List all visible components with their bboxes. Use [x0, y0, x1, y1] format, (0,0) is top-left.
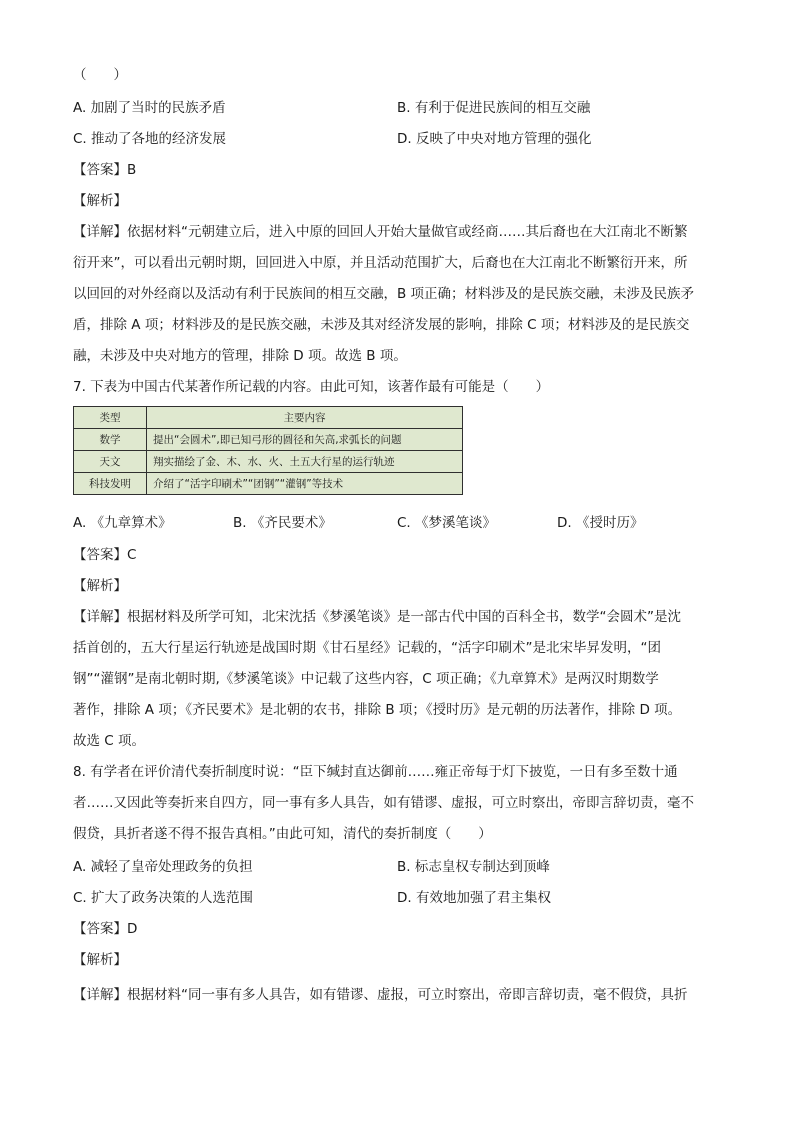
- q8-detail-line-1: [73, 985, 688, 1005]
- table-header-type: 类型: [74, 407, 147, 429]
- q7-detail-line-3: 钢”“灌钢”是南北朝时期,《梦溪笔谈》中记载了这些内容，C 项正确；《九章算术》是两汉时期数学: [73, 671, 659, 687]
- detail-label: 【详解】: [73, 224, 127, 240]
- q6-analysis-label: 【解析】: [73, 193, 127, 209]
- q6-option-a: A. 加剧了当时的民族矛盾: [73, 100, 226, 116]
- q6-detail-line-2: 衍开来”，可以看出元朝时期，回回进入中原，并且活动范围扩大，后裔也在大江南北不断繁衍开来，所: [73, 255, 688, 271]
- detail-label: 【详解】: [73, 609, 127, 625]
- q7-detail-line-1: [73, 607, 681, 627]
- table-cell-type: 科技发明: [74, 473, 147, 495]
- q8-stem-line-1: 8. 有学者在评价清代奏折制度时说：“臣下缄封直达御前……雍正帝每于灯下披览，一日有多至数十通: [73, 764, 678, 780]
- q6-detail-line-4: 盾，排除 A 项；材料涉及的是民族交融，未涉及其对经济发展的影响，排除 C 项；材料涉及的是民族交: [73, 317, 690, 333]
- q6-option-c: C. 推动了各地的经济发展: [73, 131, 227, 147]
- answer-value: D: [127, 921, 138, 937]
- q7-option-a: A. 《九章算术》: [73, 515, 172, 531]
- q7-detail-line-5: 故选 C 项。: [73, 733, 146, 749]
- detail-label: 【详解】: [73, 987, 127, 1003]
- q6-detail-line-3: 以回回的对外经商以及活动有利于民族间的相互交融，B 项正确；材料涉及的是民族交融，未涉及民族矛: [73, 286, 695, 302]
- answer-label: 【答案】: [73, 547, 127, 563]
- q7-option-c: C. 《梦溪笔谈》: [397, 515, 497, 531]
- q8-analysis-label: 【解析】: [73, 952, 127, 968]
- q8-stem-line-2: 者……又因此等奏折来自四方，同一事有多人具告，如有错谬、虚报，可立时察出，帝即言辞切责，毫不: [73, 795, 694, 811]
- detail-text: 根据材料“同一事有多人具告，如有错谬、虚报，可立时察出，帝即言辞切责，毫不假贷，具折: [127, 987, 688, 1003]
- q6-answer-blank: （ ）: [73, 67, 127, 83]
- q7-analysis-label: 【解析】: [73, 578, 127, 594]
- answer-value: C: [127, 547, 137, 563]
- q7-content-table: [73, 406, 463, 495]
- q8-option-a: A. 减轻了皇帝处理政务的负担: [73, 859, 253, 875]
- q6-detail-line-1: [73, 222, 688, 242]
- q7-detail-line-2: 括首创的，五大行星运行轨迹是战国时期《甘石星经》记载的，“活字印刷术”是北宋毕昇发明，“团: [73, 640, 661, 656]
- table-cell-content: 介绍了“活字印刷术”“团钢”“灌钢”等技术: [147, 473, 463, 495]
- q6-option-b: B. 有利于促进民族间的相互交融: [397, 100, 591, 116]
- table-cell-content: 提出“会圆术”,即已知弓形的圆径和矢高,求弧长的问题: [147, 429, 463, 451]
- q6-answer: [73, 160, 136, 180]
- table-cell-type: 天文: [74, 451, 147, 473]
- table-header-row: [74, 407, 463, 429]
- q6-detail-line-5: 融，未涉及中央对地方的管理，排除 D 项。故选 B 项。: [73, 348, 407, 364]
- q7-stem: 7. 下表为中国古代某著作所记载的内容。由此可知，该著作最有可能是（ ）: [73, 379, 550, 395]
- table-cell-type: 数学: [74, 429, 147, 451]
- detail-text: 根据材料及所学可知，北宋沈括《梦溪笔谈》是一部古代中国的百科全书，数学“会圆术”是沈: [127, 609, 681, 625]
- answer-value: B: [127, 162, 137, 178]
- q8-answer: [73, 919, 137, 939]
- table-row: [74, 429, 463, 451]
- q7-option-d: D. 《授时历》: [557, 515, 644, 531]
- q7-answer: [73, 545, 136, 565]
- detail-text: 依据材料“元朝建立后，进入中原的回回人开始大量做官或经商……其后裔也在大江南北不断繁: [127, 224, 688, 240]
- table-header-content: 主要内容: [147, 407, 463, 429]
- q8-option-c: C. 扩大了政务决策的人选范围: [73, 890, 254, 906]
- q7-option-b: B. 《齐民要术》: [233, 515, 332, 531]
- q7-detail-line-4: 著作，排除 A 项；《齐民要术》是北朝的农书，排除 B 项；《授时历》是元朝的历法著作，排除 D 项。: [73, 702, 682, 718]
- table-row: [74, 473, 463, 495]
- table-row: [74, 451, 463, 473]
- q8-option-d: D. 有效地加强了君主集权: [397, 890, 551, 906]
- q8-option-b: B. 标志皇权专制达到顶峰: [397, 859, 550, 875]
- answer-label: 【答案】: [73, 162, 127, 178]
- answer-label: 【答案】: [73, 921, 127, 937]
- table-cell-content: 翔实描绘了金、木、水、火、土五大行星的运行轨迹: [147, 451, 463, 473]
- q8-stem-line-3: 假贷，具折者遂不得不报告真相。”由此可知，清代的奏折制度（ ）: [73, 826, 492, 842]
- q6-option-d: D. 反映了中央对地方管理的强化: [397, 131, 592, 147]
